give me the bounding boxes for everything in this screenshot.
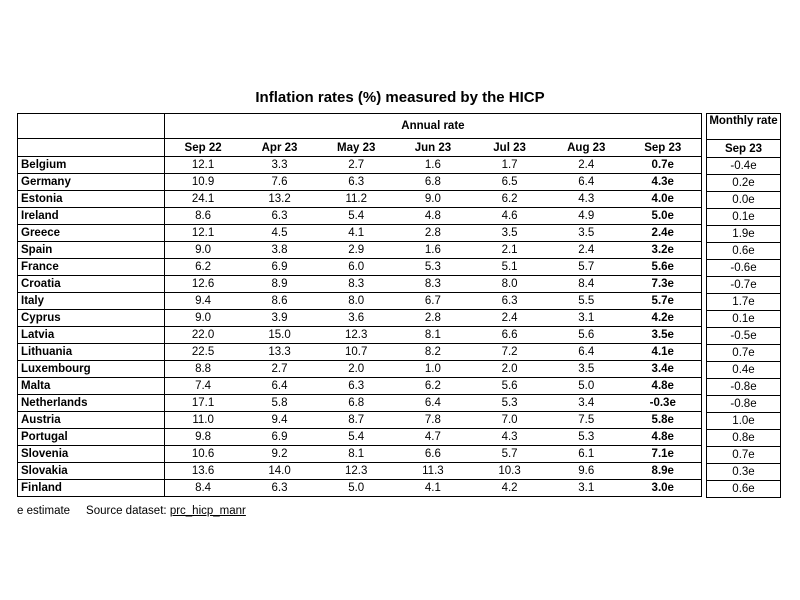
rate-cell: 13.2 xyxy=(241,191,318,208)
table-row xyxy=(18,361,702,378)
rate-cell: 3.2e xyxy=(625,242,702,259)
rate-cell: 4.1 xyxy=(395,480,472,497)
rate-cell: 7.2 xyxy=(471,344,548,361)
rate-cell: 5.1 xyxy=(471,259,548,276)
rate-cell: 6.2 xyxy=(395,378,472,395)
country-name: France xyxy=(18,259,165,276)
monthly-rate-cell: 1.9e xyxy=(707,226,781,243)
rate-cell: 13.3 xyxy=(241,344,318,361)
country-name: Slovenia xyxy=(18,446,165,463)
rate-cell: 9.8 xyxy=(165,429,242,446)
rate-cell: 2.4 xyxy=(471,310,548,327)
rate-cell: 5.5 xyxy=(548,293,625,310)
rate-cell: 5.4 xyxy=(318,208,395,225)
table-row xyxy=(18,463,702,480)
country-name: Cyprus xyxy=(18,310,165,327)
table-row xyxy=(18,259,702,276)
rate-cell: 1.0 xyxy=(395,361,472,378)
rate-cell: 4.3e xyxy=(625,174,702,191)
monthly-row xyxy=(707,192,781,209)
rate-cell: 5.7 xyxy=(471,446,548,463)
monthly-row xyxy=(707,481,781,498)
column-header: May 23 xyxy=(318,139,395,157)
rate-cell: 11.0 xyxy=(165,412,242,429)
table-row xyxy=(18,344,702,361)
rate-cell: 6.4 xyxy=(548,344,625,361)
rate-cell: 8.1 xyxy=(395,327,472,344)
rate-cell: 2.0 xyxy=(318,361,395,378)
rate-cell: 10.6 xyxy=(165,446,242,463)
country-name: Ireland xyxy=(18,208,165,225)
rate-cell: 6.9 xyxy=(241,259,318,276)
rate-cell: 8.7 xyxy=(318,412,395,429)
rate-cell: 3.3 xyxy=(241,157,318,174)
rate-cell: 8.0 xyxy=(318,293,395,310)
column-header: Aug 23 xyxy=(548,139,625,157)
rate-cell: 1.6 xyxy=(395,242,472,259)
rate-cell: 4.0e xyxy=(625,191,702,208)
rate-cell: 11.3 xyxy=(395,463,472,480)
monthly-rate-table xyxy=(706,113,781,498)
rate-cell: 6.4 xyxy=(241,378,318,395)
rate-cell: 9.6 xyxy=(548,463,625,480)
rate-cell: 8.0 xyxy=(471,276,548,293)
country-name: Germany xyxy=(18,174,165,191)
country-name: Portugal xyxy=(18,429,165,446)
monthly-row xyxy=(707,158,781,175)
rate-cell: 4.3 xyxy=(548,191,625,208)
monthly-rate-cell: 0.8e xyxy=(707,430,781,447)
rate-cell: 6.1 xyxy=(548,446,625,463)
rate-cell: 5.7e xyxy=(625,293,702,310)
table-row xyxy=(18,208,702,225)
country-name: Lithuania xyxy=(18,344,165,361)
rate-cell: 3.5 xyxy=(548,225,625,242)
table-row xyxy=(18,242,702,259)
rate-cell: 8.4 xyxy=(165,480,242,497)
monthly-rate-cell: 0.1e xyxy=(707,311,781,328)
rate-cell: 22.5 xyxy=(165,344,242,361)
source-label: Source dataset: xyxy=(86,505,167,517)
rate-cell: 5.8e xyxy=(625,412,702,429)
rate-cell: 7.5 xyxy=(548,412,625,429)
rate-cell: 10.9 xyxy=(165,174,242,191)
rate-cell: 6.3 xyxy=(318,378,395,395)
monthly-rate-cell: -0.4e xyxy=(707,158,781,175)
rate-cell: 4.7 xyxy=(395,429,472,446)
rate-cell: 6.3 xyxy=(471,293,548,310)
rate-cell: 4.8 xyxy=(395,208,472,225)
monthly-column-header: Sep 23 xyxy=(707,140,781,158)
rate-cell: 4.3 xyxy=(471,429,548,446)
monthly-rate-cell: -0.7e xyxy=(707,277,781,294)
monthly-rate-cell: 0.3e xyxy=(707,464,781,481)
rate-cell: 8.9 xyxy=(241,276,318,293)
rate-cell: 3.1 xyxy=(548,310,625,327)
source-dataset-link[interactable]: prc_hicp_manr xyxy=(169,505,246,517)
rate-cell: 9.4 xyxy=(165,293,242,310)
monthly-row xyxy=(707,328,781,345)
monthly-row xyxy=(707,464,781,481)
rate-cell: 2.8 xyxy=(395,310,472,327)
monthly-rate-header: Monthly rate xyxy=(707,114,781,140)
country-name: Croatia xyxy=(18,276,165,293)
rate-cell: 3.5e xyxy=(625,327,702,344)
monthly-row xyxy=(707,396,781,413)
rate-cell: 14.0 xyxy=(241,463,318,480)
table-row xyxy=(18,310,702,327)
country-name: Luxembourg xyxy=(18,361,165,378)
country-name: Finland xyxy=(18,480,165,497)
table-row xyxy=(18,378,702,395)
rate-cell: 1.6 xyxy=(395,157,472,174)
rate-cell: 12.1 xyxy=(165,157,242,174)
country-name: Spain xyxy=(18,242,165,259)
rate-cell: 6.7 xyxy=(395,293,472,310)
monthly-row xyxy=(707,345,781,362)
monthly-row xyxy=(707,277,781,294)
column-header: Jul 23 xyxy=(471,139,548,157)
rate-cell: 2.0 xyxy=(471,361,548,378)
rate-cell: 6.0 xyxy=(318,259,395,276)
rate-cell: 5.3 xyxy=(548,429,625,446)
rate-cell: 8.8 xyxy=(165,361,242,378)
monthly-row xyxy=(707,379,781,396)
rate-cell: 12.6 xyxy=(165,276,242,293)
rate-cell: 4.2 xyxy=(471,480,548,497)
monthly-rate-cell: 0.4e xyxy=(707,362,781,379)
country-name: Austria xyxy=(18,412,165,429)
table-row xyxy=(18,157,702,174)
rate-cell: 5.4 xyxy=(318,429,395,446)
rate-cell: 9.0 xyxy=(165,242,242,259)
header-blank xyxy=(18,114,165,139)
monthly-row xyxy=(707,430,781,447)
rate-cell: 5.8 xyxy=(241,395,318,412)
rate-cell: 4.8e xyxy=(625,378,702,395)
rate-cell: 6.9 xyxy=(241,429,318,446)
rate-cell: 2.7 xyxy=(241,361,318,378)
monthly-row xyxy=(707,175,781,192)
monthly-row xyxy=(707,362,781,379)
rate-cell: 4.5 xyxy=(241,225,318,242)
table-row xyxy=(18,327,702,344)
rate-cell: 4.8e xyxy=(625,429,702,446)
monthly-row xyxy=(707,447,781,464)
rate-cell: 7.3e xyxy=(625,276,702,293)
table-row xyxy=(18,276,702,293)
rate-cell: 6.4 xyxy=(395,395,472,412)
rate-cell: 5.3 xyxy=(471,395,548,412)
rate-cell: 5.7 xyxy=(548,259,625,276)
table-row xyxy=(18,412,702,429)
rate-cell: 7.8 xyxy=(395,412,472,429)
rate-cell: 2.4 xyxy=(548,157,625,174)
rate-cell: 9.0 xyxy=(165,310,242,327)
country-name: Greece xyxy=(18,225,165,242)
rate-cell: 12.3 xyxy=(318,463,395,480)
monthly-rate-cell: 1.7e xyxy=(707,294,781,311)
country-name: Slovakia xyxy=(18,463,165,480)
rate-cell: 4.1e xyxy=(625,344,702,361)
rate-cell: 7.0 xyxy=(471,412,548,429)
rate-cell: 3.5 xyxy=(471,225,548,242)
rate-cell: 8.1 xyxy=(318,446,395,463)
rate-cell: 6.5 xyxy=(471,174,548,191)
table-row xyxy=(18,174,702,191)
rate-cell: 6.2 xyxy=(471,191,548,208)
table-row xyxy=(18,446,702,463)
monthly-rate-cell: -0.8e xyxy=(707,379,781,396)
rate-cell: 4.9 xyxy=(548,208,625,225)
rate-cell: 6.3 xyxy=(318,174,395,191)
rate-cell: 8.4 xyxy=(548,276,625,293)
rate-cell: 3.8 xyxy=(241,242,318,259)
country-name: Estonia xyxy=(18,191,165,208)
rate-cell: 6.2 xyxy=(165,259,242,276)
rate-cell: 8.2 xyxy=(395,344,472,361)
column-header: Sep 23 xyxy=(625,139,702,157)
rate-cell: 7.4 xyxy=(165,378,242,395)
rate-cell: 15.0 xyxy=(241,327,318,344)
rate-cell: 9.4 xyxy=(241,412,318,429)
rate-cell: 2.4e xyxy=(625,225,702,242)
rate-cell: 8.3 xyxy=(318,276,395,293)
rate-cell: 12.3 xyxy=(318,327,395,344)
rate-cell: 5.6 xyxy=(548,327,625,344)
monthly-row xyxy=(707,311,781,328)
rate-cell: 6.3 xyxy=(241,480,318,497)
monthly-rate-cell: -0.6e xyxy=(707,260,781,277)
rate-cell: 2.7 xyxy=(318,157,395,174)
table-row xyxy=(18,191,702,208)
monthly-row xyxy=(707,243,781,260)
monthly-rate-cell: 1.0e xyxy=(707,413,781,430)
rate-cell: 3.0e xyxy=(625,480,702,497)
annual-rate-header: Annual rate xyxy=(165,114,702,139)
rate-cell: 24.1 xyxy=(165,191,242,208)
country-name: Italy xyxy=(18,293,165,310)
rate-cell: 8.9e xyxy=(625,463,702,480)
rate-cell: 5.3 xyxy=(395,259,472,276)
header-blank xyxy=(18,139,165,157)
table-row xyxy=(18,480,702,497)
rate-cell: 17.1 xyxy=(165,395,242,412)
table-row xyxy=(18,429,702,446)
rate-cell: 6.4 xyxy=(548,174,625,191)
rate-cell: 6.3 xyxy=(241,208,318,225)
rate-cell: 5.0e xyxy=(625,208,702,225)
rate-cell: 7.6 xyxy=(241,174,318,191)
rate-cell: 6.6 xyxy=(395,446,472,463)
rate-cell: 7.1e xyxy=(625,446,702,463)
rate-cell: 4.1 xyxy=(318,225,395,242)
monthly-row xyxy=(707,226,781,243)
footer xyxy=(17,505,246,517)
table-row xyxy=(18,395,702,412)
rate-cell: 8.6 xyxy=(165,208,242,225)
estimate-note: e estimate xyxy=(17,505,71,517)
rate-cell: 3.6 xyxy=(318,310,395,327)
table-row xyxy=(18,293,702,310)
column-header: Apr 23 xyxy=(241,139,318,157)
monthly-row xyxy=(707,260,781,277)
table-row xyxy=(18,225,702,242)
country-name: Netherlands xyxy=(18,395,165,412)
rate-cell: 12.1 xyxy=(165,225,242,242)
rate-cell: 6.6 xyxy=(471,327,548,344)
monthly-row xyxy=(707,209,781,226)
monthly-rate-cell: 0.2e xyxy=(707,175,781,192)
rate-cell: 4.2e xyxy=(625,310,702,327)
column-header: Jun 23 xyxy=(395,139,472,157)
rate-cell: 5.6 xyxy=(471,378,548,395)
rate-cell: 5.0 xyxy=(548,378,625,395)
monthly-rate-cell: 0.6e xyxy=(707,481,781,498)
rate-cell: 6.8 xyxy=(318,395,395,412)
rate-cell: 9.0 xyxy=(395,191,472,208)
rate-cell: 5.6e xyxy=(625,259,702,276)
rate-cell: 3.1 xyxy=(548,480,625,497)
rate-cell: 10.3 xyxy=(471,463,548,480)
rate-cell: 1.7 xyxy=(471,157,548,174)
monthly-rate-cell: -0.8e xyxy=(707,396,781,413)
country-name: Malta xyxy=(18,378,165,395)
rate-cell: 3.4 xyxy=(548,395,625,412)
rate-cell: 8.3 xyxy=(395,276,472,293)
rate-cell: 2.1 xyxy=(471,242,548,259)
page-title: Inflation rates (%) measured by the HICP xyxy=(255,89,545,106)
column-header: Sep 22 xyxy=(165,139,242,157)
rate-cell: 2.9 xyxy=(318,242,395,259)
monthly-row xyxy=(707,294,781,311)
rate-cell: 10.7 xyxy=(318,344,395,361)
rate-cell: 3.9 xyxy=(241,310,318,327)
monthly-rate-cell: 0.6e xyxy=(707,243,781,260)
monthly-rate-cell: 0.0e xyxy=(707,192,781,209)
rate-cell: 2.4 xyxy=(548,242,625,259)
rate-cell: 3.5 xyxy=(548,361,625,378)
rate-cell: 8.6 xyxy=(241,293,318,310)
rate-cell: 5.0 xyxy=(318,480,395,497)
rate-cell: 13.6 xyxy=(165,463,242,480)
annual-rate-table xyxy=(17,113,702,497)
rate-cell: 0.7e xyxy=(625,157,702,174)
rate-cell: 22.0 xyxy=(165,327,242,344)
rate-cell: 6.8 xyxy=(395,174,472,191)
rate-cell: 2.8 xyxy=(395,225,472,242)
rate-cell: 3.4e xyxy=(625,361,702,378)
rate-cell: 4.6 xyxy=(471,208,548,225)
country-name: Belgium xyxy=(18,157,165,174)
monthly-rate-cell: 0.7e xyxy=(707,345,781,362)
monthly-rate-cell: -0.5e xyxy=(707,328,781,345)
rate-cell: -0.3e xyxy=(625,395,702,412)
rate-cell: 11.2 xyxy=(318,191,395,208)
rate-cell: 9.2 xyxy=(241,446,318,463)
monthly-row xyxy=(707,413,781,430)
monthly-rate-cell: 0.7e xyxy=(707,447,781,464)
monthly-rate-cell: 0.1e xyxy=(707,209,781,226)
country-name: Latvia xyxy=(18,327,165,344)
